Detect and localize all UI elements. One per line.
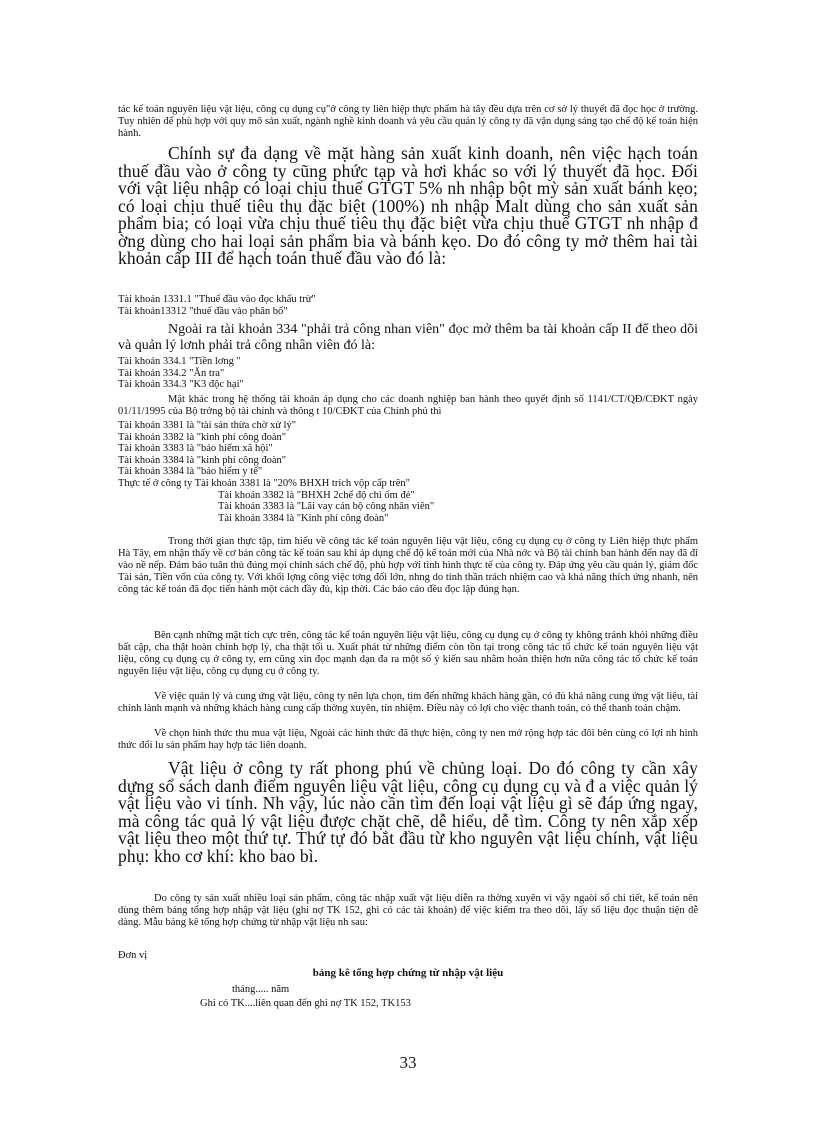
actual-account-item: Tài khoản 3383 là "Lãi vay cán bộ công nhân viên": [218, 501, 435, 513]
supply-management-paragraph: Về việc quản lý và cung ứng vật liệu, công ty nên lựa chọn, tìm đến những khách hàng gần, có đủ khả năng cung ứng vật liệu, tài chính lành mạnh và những khách hàng cung cấp thờng xuyên, tín nhiệm. Điều này có lợi cho việc thanh toán, có thể thanh toán chậm.: [118, 691, 698, 714]
account-334-paragraph: Ngoài ra tài khoản 334 "phải trả công nhan viên" đọc mở thêm ba tài khoản cấp II để theo dõi và quản lý lơnh phải trả công nhân viên đó là:: [118, 322, 698, 353]
actual-account-item: Thực tế ở công ty Tài khoản 3381 là "20% BHXH trích vộp cấp trên": [118, 477, 410, 489]
materials-paragraph: Vật liệu ở công ty rất phong phú về chủng loại. Do đó công ty cần xây dựng sổ sách danh điểm nguyên liệu vật liệu, công cụ dụng cụ và đ a việc quản lý vật liệu vào vi tính. Nh vậy, lúc nào cần tìm đến loại vật liệu gì sẽ đáp ứng ngay, mà công tác quả lý vật liệu được chặt chẽ, dễ hiểu, dễ tìm. Công ty nên xắp xếp vật liệu theo một thứ tự. Thứ tự đó bắt đầu từ kho nguyên vật liệu chính, vật liệu phụ: kho cơ khí: kho bao bì.: [118, 758, 698, 866]
account-338-item: Tài khoản 3384 là "bảo hiểm y tế": [118, 466, 263, 478]
account-334-item: Tài khoản 334.2 "Ăn tra": [118, 367, 225, 379]
account-338-item: Tài khoản 3382 là "kinh phí công đoàn": [118, 431, 287, 443]
account-1331-1: Tài khoản 1331.1 "Thuế đầu vào đọc khấu trừ": [118, 294, 316, 305]
account-13312: Tài khoản13312 "thuế đầu vào phân bổ": [118, 305, 288, 317]
account-334-item: Tài khoản 334.1 "Tiền lơng ": [118, 356, 241, 367]
account-338-item: Tài khoản 3383 là "bảo hiểm xã hội": [118, 443, 273, 455]
purchase-method-paragraph: Về chọn hình thức thu mua vật liệu, Ngoài các hình thức đã thực hiện, công ty nen mở rộng hợp tác đôi bên cùng có lợi nh hình thức đổi lu sản phẩm hay hợp tác liên doanh.: [118, 728, 698, 751]
account-338-item: Tài khoản 3384 là "kinh phí công đoàn": [118, 454, 287, 466]
internship-paragraph: Trong thời gian thực tập, tìm hiểu về công tác kế toán nguyên liệu vật liệu, công cụ dụng cụ ở công ty Liên hiệp thực phẩm Hà Tây, em nhận thấy về cơ bản công tác kế toán sau khi áp dụng chế độ kế toán mới của Nhà nớc và Bộ tài chính ban hành đến nay đã đi vào nề nếp. Đảm bảo tuân thủ đúng mọi chính sách chế độ, phù hợp với tình hình thực tế của công ty. Đáp ứng yêu cầu quản lý, giám đốc Tài sản, Tiền vốn của công ty. Với khối lợng công việc tơng đối lớn, nhng do tinh thần trách nhiệm cao và khả năng thích ứng nhanh, nên công tác kế toán đã đọc tiến hành một cách đầy đủ, kịp thời. Các báo cáo đều đọc lập đúng hạn.: [118, 536, 698, 595]
account-system-paragraph: Mặt khác trong hệ thống tài khoản áp dụng cho các doanh nghiệp ban hành theo quyết định số 1141/CT/QĐ/CĐKT ngày 01/11/1995 của Bộ trởng bộ tài chính và thông t 10/CĐKT của Chính phủ thì: [118, 394, 698, 417]
actual-account-item: Tài khoản 3384 là "Kinh phí công đoàn": [218, 512, 389, 524]
intro-paragraph: tác kế toán nguyên liệu vật liệu, công cụ dụng cụ"ở công ty liên hiệp thực phẩm hà tây đều dựa trên cơ sở lý thuyết đã đọc học ở trường. Tuy nhiên để phù hợp với quy mô sản xuất, ngành nghề kinh doanh và yêu cầu quản lý công ty đã vận dụng sáng tạo chế độ kế toán hiện hành.: [118, 104, 698, 139]
account-334-item: Tài khoản 334.3 "K3 độc hại": [118, 379, 244, 391]
table-title: bảng kê tổng hợp chứng từ nhập vật liệu: [312, 967, 504, 979]
account-338-item: Tài khoản 3381 là "tài sản thừa chờ xử lý": [118, 420, 297, 431]
limitations-paragraph: Bên cạnh những mặt tích cực trên, công tác kế toán nguyên liệu vật liệu, công cụ dụng cụ ở công ty không tránh khỏi những điều bất cập, cha thật hoàn chỉnh hợp lý, cha thật tối u. Xuất phát từ những điểm còn tồn tại trong công tác tổ chức kế toán nguyên liệu vật liệu, công cụ dụng cụ ở công ty, em cũng xin đọc mạnh dạn đa ra một số ý kiến sau nhằm hoàn thiện hơn nữa công tác tổ chức kế toán nguyên liệu vật liệu, công cụ dụng cụ ở công ty.: [118, 630, 698, 677]
unit-label: Đơn vị: [118, 950, 148, 961]
actual-account-item: Tài khoản 3382 là "BHXH 2chế độ chi ốm đẻ": [218, 489, 415, 501]
summary-table-paragraph: Do công ty sản xuất nhiều loại sản phẩm, công tác nhập xuất vật liệu diễn ra thờng xuyên vì vậy ngaòi sổ chi tiết, kế toán nên dùng thêm bảng tổng hợp nhập vật liệu (ghi nợ TK 152, ghi có các tài khoản) để việc kiểm tra theo dõi, lấy số liệu đọc thuận tiện dễ dàng. Mẫu bảng kê tổng hợp chứng từ nhập vật liệu nh sau:: [118, 893, 698, 928]
tax-paragraph: Chính sự đa dạng về mặt hàng sản xuất kinh doanh, nên việc hạch toán thuế đầu vào ở công ty cũng phức tạp và hơi khác so với lý thuyết đã học. Đối với vật liệu nhập có loại chịu thuế GTGT 5% nh nhập bột mỳ sản xuất bánh kẹo; có loại chịu thuế tiêu thụ đặc biệt (100%) nh nhập Malt dùng cho sản xuất sản phẩm bia; có loại vừa chịu thuế tiêu thụ đặc biệt vừa chịu thuế GTGT nh nhập đ ờng dùng cho hai loại sản phẩm bia và bánh kẹo. Do đó công ty mở thêm hai tài khoản cấp III để hạch toán thuế đầu vào đó là:: [118, 143, 698, 268]
credit-account-line: Ghi có TK....liên quan đến ghi nợ TK 152, TK153: [200, 998, 411, 1009]
month-line: tháng..... năm: [232, 984, 290, 995]
page-number: 33: [399, 1053, 417, 1072]
